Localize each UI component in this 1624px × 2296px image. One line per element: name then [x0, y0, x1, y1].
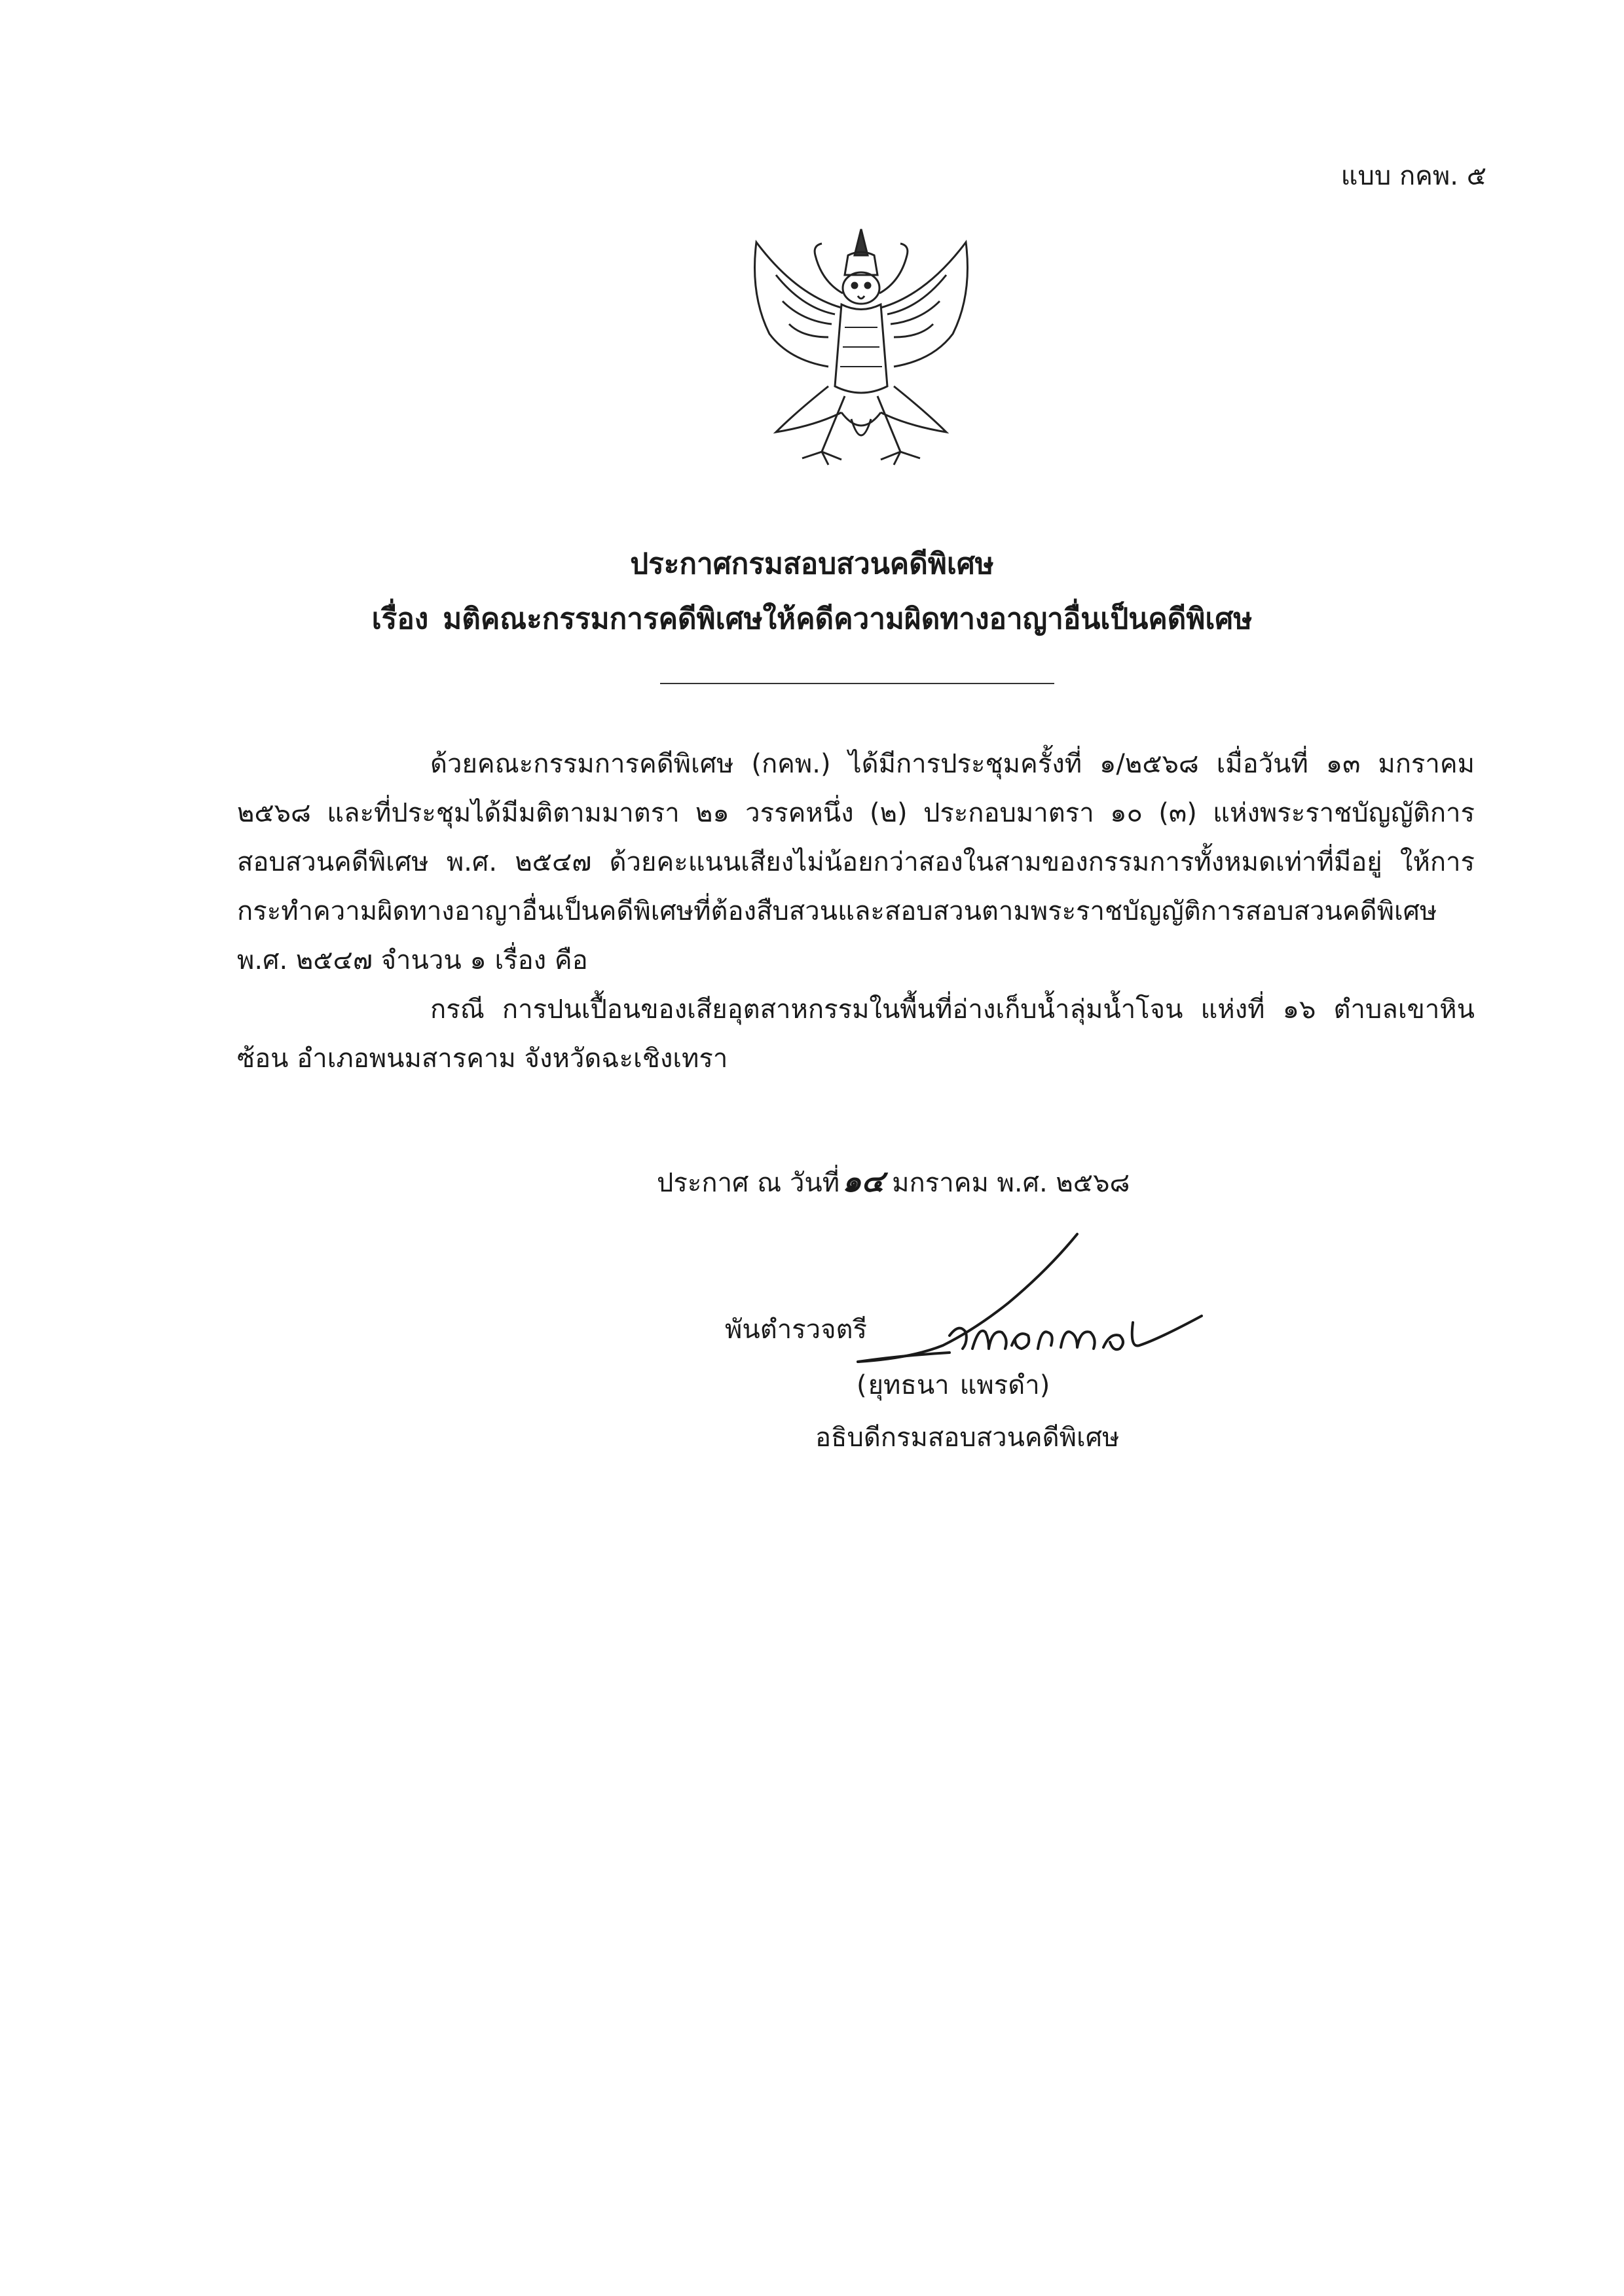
- handwritten-day: ๑๔: [842, 1163, 885, 1199]
- date-month-year: มกราคม พ.ศ. ๒๕๖๘: [892, 1168, 1130, 1198]
- handwritten-signature: [851, 1214, 1218, 1375]
- name-close-paren: ): [1039, 1370, 1050, 1400]
- form-code: แบบ กคพ. ๕: [1340, 161, 1486, 191]
- subject-label: เรื่อง: [371, 602, 429, 636]
- announcement-title: ประกาศกรมสอบสวนคดีพิเศษ: [630, 547, 994, 581]
- heading-divider: [660, 683, 1054, 684]
- announcement-subject: [0, 596, 1624, 642]
- signatory-rank: พันตำรวจตรี: [725, 1315, 867, 1345]
- signatory-position: อธิบดีกรมสอบสวนคดีพิเศษ: [815, 1423, 1120, 1453]
- date-prefix: ประกาศ ณ วันที่: [657, 1168, 840, 1198]
- signature-text: Lnorma: [851, 1214, 891, 1227]
- subject-text: มติคณะกรรมการคดีพิเศษให้คดีความผิดทางอาญาอื่นเป็นคดีพิเศษ: [443, 602, 1253, 636]
- signatory-last-name: แพรดำ: [959, 1370, 1040, 1400]
- signatory-first-name: ยุทธนา: [868, 1370, 950, 1400]
- signatory-name: [857, 1364, 1050, 1406]
- announcement-date: [657, 1157, 1130, 1205]
- name-open-paren: (: [857, 1370, 867, 1400]
- body-paragraph-1: ด้วยคณะกรรมการคดีพิเศษ (กคพ.) ได้มีการประชุมครั้งที่ ๑/๒๕๖๘ เมื่อวันที่ ๑๓ มกราคม ๒๕๖๘ และที่ประชุมได้มีมติตามมาตรา ๒๑ วรรคหนึ่ง (๒) ประกอบมาตรา ๑๐ (๓) แห่งพระราชบัญญัติการสอบสวนคดีพิเศษ พ.ศ. ๒๕๔๗ ด้วยคะแนนเสียงไม่น้อยกว่าสองในสามของกรรมการทั้งหมดเท่าที่มีอยู่ ให้การกระทำความผิดทางอาญาอื่นเป็นคดีพิเศษที่ต้องสืบสวนและสอบสวนตามพระราชบัญญัติการสอบสวนคดีพิเศษ พ.ศ. ๒๕๔๗ จำนวน ๑ เรื่อง คือ: [237, 749, 1475, 975]
- body-paragraph-2: กรณี การปนเปื้อนของเสียอุตสาหกรรมในพื้นที่อ่างเก็บน้ำลุ่มน้ำโจน แห่งที่ ๑๖ ตำบลเขาหินซ้อน อำเภอพนมสารคาม จังหวัดฉะเชิงเทรา: [237, 994, 1475, 1074]
- garuda-emblem-icon: [730, 216, 992, 491]
